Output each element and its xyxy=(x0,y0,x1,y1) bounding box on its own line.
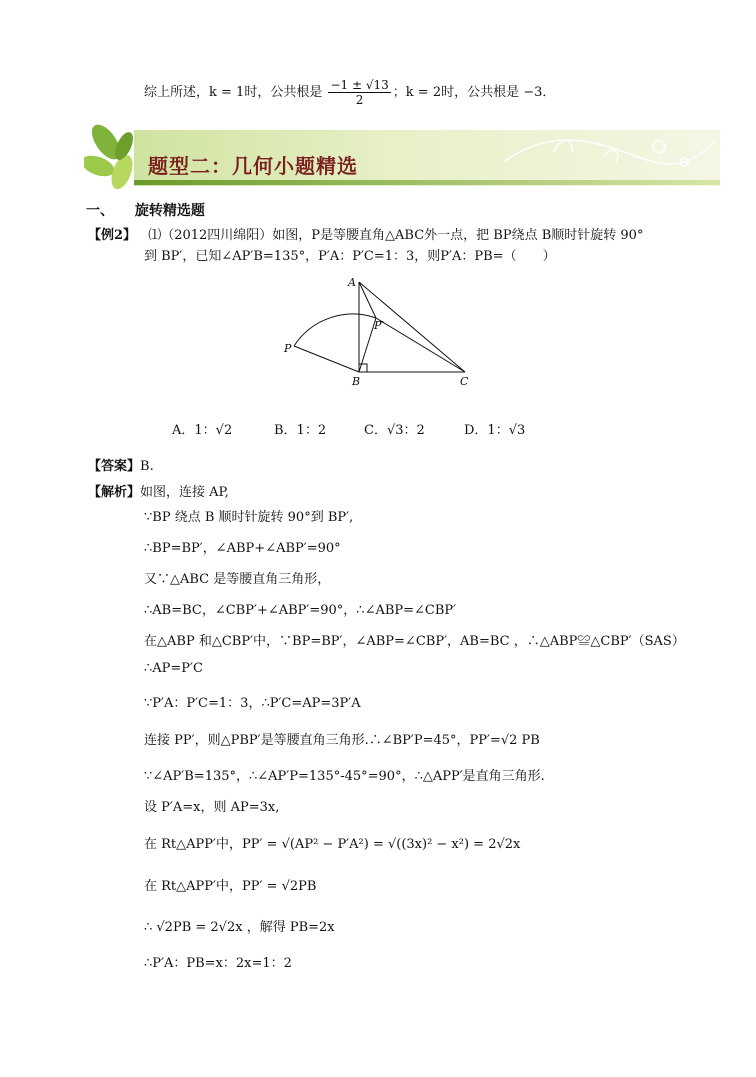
segment-p-prime-c xyxy=(376,318,465,372)
answer-line xyxy=(88,455,154,474)
example-question-2: 到 BP′，已知∠AP′B=135°，P′A：P′C=1：3，则P′A：PB=（ ） xyxy=(144,249,556,264)
label-p-prime: P′ xyxy=(374,319,384,332)
segment-bp xyxy=(294,346,359,372)
summary-line xyxy=(144,78,555,107)
rotation-arc xyxy=(294,314,376,346)
summary-separator: ； xyxy=(392,85,406,100)
common-root-fraction xyxy=(328,78,390,107)
summary-prefix: 综上所述， xyxy=(144,85,210,100)
analysis-text-15: ∴P′A：PB=x：2x=1：2 xyxy=(144,956,292,971)
analysis-text-9: 连接 PP′，则△PBP′是等腰直角三角形.∴∠BP′P=45°，PP′=√2 PB xyxy=(144,733,540,748)
section-title: 旋转精选题 xyxy=(134,203,205,219)
label-b: B xyxy=(352,375,361,388)
option-c: C．√3：2 xyxy=(364,423,425,438)
fraction-numerator: −1 ± √13 xyxy=(330,78,389,92)
example-tag: 【例2】 xyxy=(88,228,137,243)
answer-value: B. xyxy=(140,459,154,474)
analysis-text-2: ∵BP 绕点 B 顺时针旋转 90°到 BP′, xyxy=(144,510,354,525)
banner-title: 题型二：几何小题精选 xyxy=(148,154,358,178)
analysis-text-5: ∴AB=BC，∠CBP′+∠ABP′=90°，∴∠ABP=∠CBP′ xyxy=(144,603,457,618)
analysis-text-11: 设 P′A=x，则 AP=3x, xyxy=(144,800,280,815)
analysis-text-6: 在△ABP 和△CBP′中，∵BP=BP′，∠ABP=∠CBP′，AB=BC ，∴△ABP≌△CBP′（SAS） xyxy=(144,634,685,649)
summary-k1: k = 1时，公共根是 xyxy=(209,85,323,100)
analysis-tag: 【解析】 xyxy=(88,485,141,500)
segment-ap-prime xyxy=(359,282,376,318)
analysis-text-14: ∴ √2PB = 2√2x ，解得 PB=2x xyxy=(144,920,335,935)
label-c: C xyxy=(460,375,469,388)
option-a: A．1：√2 xyxy=(172,423,233,438)
analysis-line-1 xyxy=(88,481,229,500)
label-a: A xyxy=(348,276,356,289)
geometry-figure xyxy=(280,272,480,390)
label-p: P xyxy=(284,342,292,355)
analysis-text-7: ∴AP=P′C xyxy=(144,661,203,676)
analysis-text-10: ∵∠AP′B=135°，∴∠AP′P=135°-45°=90°，∴△APP′是直角三角形. xyxy=(144,769,545,784)
example-question-1: ⑴（2012四川绵阳）如图，P是等腰直角△ABC外一点，把 BP绕点 B顺时针旋转 90° xyxy=(148,228,644,243)
analysis-text-3: ∴BP=BP′，∠ABP+∠ABP′=90° xyxy=(144,541,341,556)
analysis-text-4: 又∵△ABC 是等腰直角三角形， xyxy=(144,572,331,587)
option-d: D．1：√3 xyxy=(464,423,526,438)
section-number: 一、 xyxy=(86,203,114,219)
analysis-text-8: ∵P′A：P′C=1：3，∴P′C=AP=3P′A xyxy=(144,696,361,711)
fraction-denominator: 2 xyxy=(355,93,364,107)
leaf-icon xyxy=(84,122,137,192)
option-b: B．1：2 xyxy=(274,423,327,438)
section-heading xyxy=(86,200,205,220)
analysis-text-13: 在 Rt△APP′中，PP′ = √2PB xyxy=(144,879,317,894)
analysis-text-1: 如图，连接 AP, xyxy=(140,485,229,500)
example-line-1 xyxy=(88,224,643,243)
analysis-text-12: 在 Rt△APP′中，PP′ = √(AP² − P′A²) = √((3x)² − x²) = 2√2x xyxy=(144,837,521,852)
summary-k2: k = 2时，公共根是 −3． xyxy=(405,85,556,100)
answer-tag: 【答案】 xyxy=(88,459,141,474)
